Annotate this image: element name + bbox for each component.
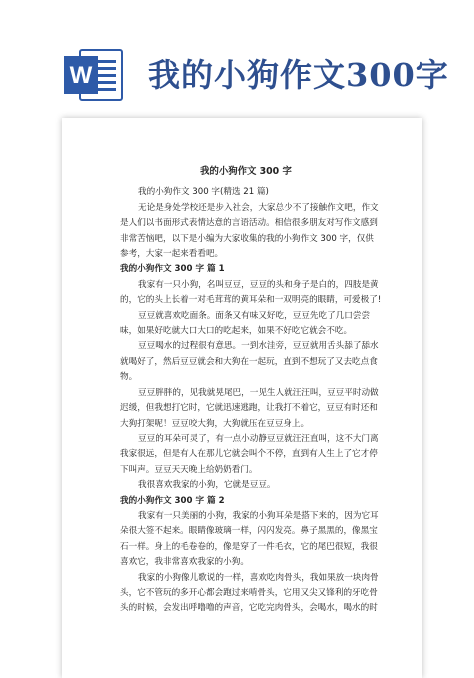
document-page: [62, 118, 422, 678]
paragraph: 豆豆胖胖的，见我就晃尾巴，一见生人就汪汪叫，豆豆平时动做迟缓，但我想打它时，它就迅速逃跑，让我打不着它，豆豆有时还和大狗打架呢！豆豆咬大狗，大狗就压在豆豆身上。: [120, 387, 379, 429]
paragraph: 我家有一只小狗，名叫豆豆，豆豆的头和身子是白的，四肢是黄的，它的头上长着一对毛茸茸的黄耳朵和一双明亮的眼睛，可爱极了!: [120, 279, 382, 306]
paragraph: 我家的小狗像儿歌说的一样，喜欢吃肉骨头，我如果放一块肉骨头，它不管玩的多开心都会跑过来啃骨头，它用又尖又锋利的牙吃骨头的时候，会发出呼噜噜的声音，它吃完肉骨头，会喝水，喝水的时: [120, 572, 379, 614]
paragraph: 豆豆就喜欢吃面条。面条又有味又好吃，豆豆先吃了几口尝尝味，如果好吃就大口大口的吃起来，如果不好吃它就会不吃。: [120, 310, 371, 337]
word-icon-letter: W: [69, 62, 93, 89]
paragraph: 豆豆喝水的过程很有意思。一到水洼旁，豆豆就用舌头舔了舔水就喝好了，然后豆豆就会和大狗在一起玩，直到不想玩了又去吃点食物。: [120, 341, 379, 383]
page-title: 我的小狗作文300字: [148, 56, 449, 94]
document-body: [62, 118, 422, 678]
section-heading-1: 我的小狗作文 300 字 篇 1: [120, 264, 225, 275]
header-banner: [0, 0, 474, 118]
document-subtitle: 我的小狗作文 300 字(精选 21 篇): [138, 187, 269, 198]
paragraph: 我家有一只美丽的小狗，我家的小狗耳朵是搭下来的，因为它耳朵很大签不起来。眼睛像玻璃一样，闪闪发亮。鼻子黑黑的，像黑宝石一样。身上的毛卷卷的，像是穿了一件毛衣，它的尾巴很短，我很喜欢它，我非常喜欢我家的小狗。: [120, 510, 379, 568]
document-title: 我的小狗作文 300 字: [200, 166, 292, 177]
paragraph: 我很喜欢我家的小狗，它就是豆豆。: [138, 480, 276, 491]
section-heading-2: 我的小狗作文 300 字 篇 2: [120, 495, 225, 506]
intro-paragraph: 无论是身处学校还是步入社会，大家总少不了接触作文吧，作文是人们以书面形式表情达意的言语活动。相信很多朋友对写作文感到非常苦恼吧，以下是小编为大家收集的我的小狗作文 300 字，仅供参考，大家一起来看看吧。: [120, 202, 379, 260]
paragraph: 豆豆的耳朵可灵了，有一点小动静豆豆就汪汪直叫，这不大门离我家很远，但是有人在那儿它就会叫个不停，直到有人生上了它才停下叫声。豆豆天天晚上给奶奶看门。: [120, 433, 379, 475]
word-document-icon: [62, 44, 126, 104]
